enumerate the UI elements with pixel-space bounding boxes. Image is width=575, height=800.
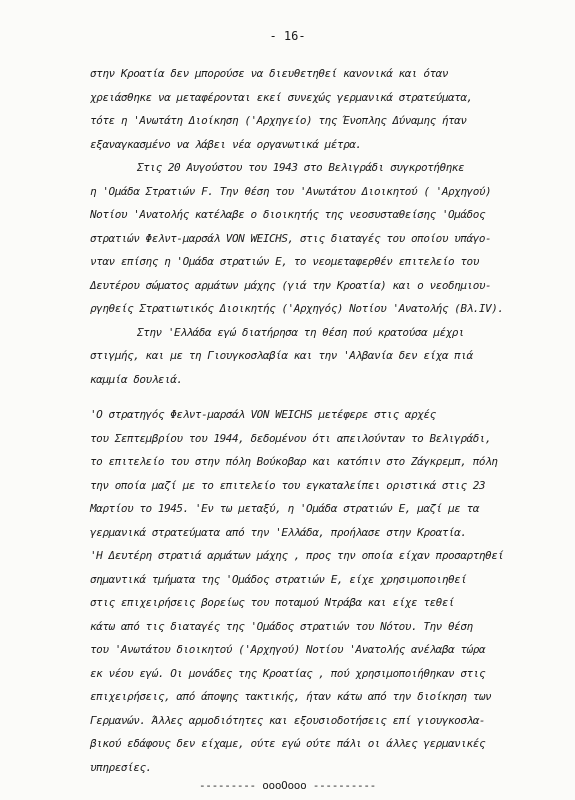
text-line: την οποία μαζί με το επιτελείο του εγκαταλείπει οριστικά στις 23: [90, 479, 486, 492]
text-line: βικού εδάφους δεν είχαμε, ούτε εγώ ούτε πάλι οι άλλες γερμανικές: [90, 737, 486, 750]
text-line: γερμανικά στρατεύματα από την 'Ελλάδα, προήλασε στην Κροατία.: [90, 526, 467, 539]
text-line: καμμία δουλειά.: [90, 373, 183, 386]
page-number: - 16-: [269, 29, 306, 43]
text-line: επιχειρήσεις, από άποψης τακτικής, ήταν κάτω από την διοίκηση των: [90, 690, 492, 703]
text-line: 'Ο στρατηγός Φελντ-μαρσάλ VON WEICHS μετέφερε στις αρχές: [90, 408, 436, 421]
section-divider: --------- οοοΟοοο ----------: [198, 779, 377, 792]
text-line: Δευτέρου σώματος αρμάτων μάχης (γιά την Κροατία) και ο νεοδημιου-: [90, 279, 492, 292]
text-line: Νοτίου 'Ανατολής κατέλαβε ο διοικητής της νεοσυσταθείσης 'Ομάδος: [90, 208, 486, 221]
text-line: στρατιών Φελντ-μαρσάλ VON WEICHS, στις διαταγές του οποίου υπάγο-: [90, 232, 492, 245]
text-line: εξαναγκασμένο να λάβει νέα οργανωτικά μέτρα.: [90, 138, 362, 151]
text-line: το επιτελείο του στην πόλη Βούκοβαρ και κατόπιν στο Ζάγκρεμπ, πόλη: [90, 455, 498, 468]
text-line: στην Κροατία δεν μπορούσε να διευθετηθεί κανονικά και όταν: [90, 67, 449, 80]
text-line: κάτω από τις διαταγές της 'Ομάδος στρατιών του Νότου. Την θέση: [90, 620, 473, 633]
text-line: του 'Ανωτάτου διοικητού ('Αρχηγού) Νοτίου 'Ανατολής ανέλαβα τώρα: [90, 643, 486, 656]
text-line: χρειάσθηκε να μεταφέρονται εκεί συνεχώς γερμανικά στρατεύματα,: [90, 91, 473, 104]
text-line: στιγμής, και με τη Γιουγκοσλαβία και την 'Αλβανία δεν είχα πιά: [90, 349, 473, 362]
text-line: του Σεπτεμβρίου του 1944, δεδομένου ότι απειλούνταν το Βελιγράδι,: [90, 432, 492, 445]
text-line: Γερμανών. Άλλες αρμοδιότητες και εξουσιοδοτήσεις επί γιουγκοσλα-: [90, 714, 486, 727]
text-line: 'Η Δευτέρη στρατιά αρμάτων μάχης , προς την οποία είχαν προσαρτηθεί: [90, 549, 504, 562]
text-line: τότε η 'Ανωτάτη Διοίκηση ('Αρχηγείο) της Ένοπλης Δύναμης ήταν: [90, 114, 467, 127]
text-line: ργηθείς Στρατιωτικός Διοικητής ('Αρχηγός) Νοτίου 'Ανατολής (Βλ.IV).: [90, 302, 504, 315]
text-line: στις επιχειρήσεις βορείως του ποταμού Ντράβα και είχε τεθεί: [90, 596, 455, 609]
text-line: υπηρεσίες.: [90, 761, 152, 774]
text-line: νταν επίσης η 'Ομάδα στρατιών Ε, το νεομεταφερθέν επιτελείο του: [90, 255, 479, 268]
text-line: Στις 20 Αυγούστου του 1943 στο Βελιγράδι συγκροτήθηκε: [137, 161, 465, 174]
text-line: σημαντικά τμήματα της 'Ομάδος στρατιών Ε, είχε χρησιμοποιηθεί: [90, 573, 467, 586]
text-line: Στην 'Ελλάδα εγώ διατήρησα τη θέση πού κρατούσα μέχρι: [137, 326, 465, 339]
text-line: Μαρτίου το 1945. 'Εν τω μεταξύ, η 'Ομάδα στρατιών Ε, μαζί με τα: [90, 502, 479, 515]
text-line: η 'Ομάδα Στρατιών F. Την θέση του 'Ανωτάτου Διοικητού ( 'Αρχηγού): [90, 185, 492, 198]
text-line: εκ νέου εγώ. Οι μονάδες της Κροατίας , πού χρησιμοποιήθηκαν στις: [90, 667, 486, 680]
